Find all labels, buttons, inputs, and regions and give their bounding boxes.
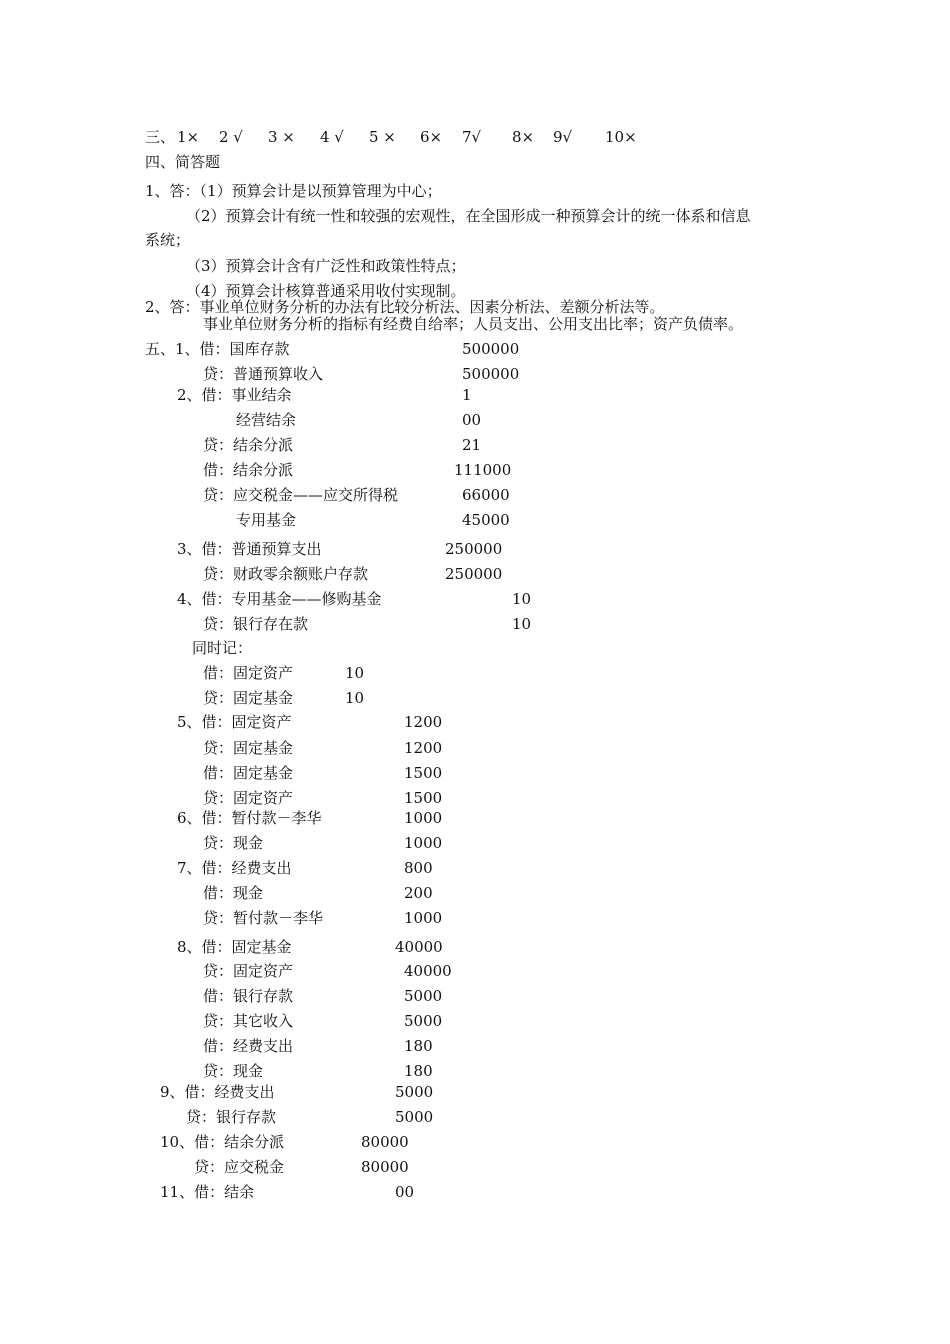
entry-amount: 200	[404, 884, 433, 902]
entry-amount: 1500	[404, 764, 443, 782]
answer1-line2: （2）预算会计有统一性和较强的宏观性，在全国形成一种预算会计的统一体系和信息	[186, 207, 751, 225]
judgment-item-1: 1×	[177, 128, 200, 146]
entry-text: 同时记：	[192, 639, 253, 657]
entry-amount: 80000	[361, 1133, 409, 1151]
entry-amount: 80000	[361, 1158, 409, 1176]
entry-text: 贷：暂付款－李华	[203, 909, 324, 927]
entry-text: 借：现金	[203, 884, 264, 902]
entry-amount: 1200	[404, 739, 443, 757]
entry-text: 贷：银行存款	[186, 1108, 277, 1126]
entry-text: 贷：财政零余额账户存款	[203, 565, 369, 583]
entry-text: 6、借：暂付款－李华	[177, 809, 322, 827]
judgment-item-7: 7√	[462, 128, 482, 146]
entry-text: 专用基金	[236, 511, 297, 529]
entry-text: 贷：现金	[203, 1062, 264, 1080]
judgment-item-9: 9√	[553, 128, 573, 146]
entry-text: 贷：银行存在款	[203, 615, 309, 633]
section4-title: 四、简答题	[145, 153, 221, 171]
entry-text: 贷：固定资产	[203, 789, 294, 807]
entry-amount: 500000	[462, 365, 520, 383]
entry-text: 贷：结余分派	[203, 436, 294, 454]
entry-text: 借：经费支出	[203, 1037, 294, 1055]
judgment-item-6: 6×	[420, 128, 443, 146]
entry-amount: 1000	[404, 834, 443, 852]
entry-text: 8、借：固定基金	[177, 938, 292, 956]
entry-text: 11、借：结余	[160, 1183, 255, 1201]
answer1-line3: （3）预算会计含有广泛性和政策性特点；	[186, 257, 466, 275]
entry-amount: 250000	[445, 565, 503, 583]
entry-amount: 500000	[462, 340, 520, 358]
entry-text: 贷：固定基金	[203, 689, 294, 707]
entry-amount: 180	[404, 1037, 433, 1055]
entry-amount: 40000	[404, 962, 452, 980]
answer1-line2-wrap: 系统；	[145, 231, 191, 249]
entry-text: 10、借：结余分派	[160, 1133, 285, 1151]
judgment-item-8: 8×	[512, 128, 535, 146]
judgment-item-10: 10×	[605, 128, 637, 146]
entry-amount: 250000	[445, 540, 503, 558]
entry-amount: 10	[512, 590, 532, 608]
entry-amount: 111000	[454, 461, 512, 479]
entry-text: 借：结余分派	[203, 461, 294, 479]
answer2-line1: 2、答：事业单位财务分析的办法有比较分析法、因素分析法、差额分析法等。	[145, 298, 665, 316]
entry-text: 贷：固定资产	[203, 962, 294, 980]
entry-amount: 1	[462, 386, 472, 404]
entry-amount: 5000	[404, 987, 443, 1005]
judgment-item-4: 4 √	[320, 128, 344, 146]
entry-amount: 5000	[404, 1012, 443, 1030]
answer1-line4: （4）预算会计核算普通采用收付实现制。	[186, 282, 466, 300]
entry-text: 2、借：事业结余	[177, 386, 292, 404]
entry-amount: 800	[404, 859, 433, 877]
entry-amount: 1000	[404, 809, 443, 827]
entry-text: 借：固定基金	[203, 764, 294, 782]
entry-text: 贷：现金	[203, 834, 264, 852]
entry-amount: 10	[512, 615, 532, 633]
answer2-line2: 事业单位财务分析的指标有经费自给率；人员支出、公用支出比率；资产负债率。	[203, 315, 744, 333]
entry-amount: 1500	[404, 789, 443, 807]
entry-text: 3、借：普通预算支出	[177, 540, 322, 558]
entry-amount: 45000	[462, 511, 510, 529]
answer1-line1: 1、答：（1）预算会计是以预算管理为中心；	[145, 182, 442, 200]
entry-text: 五、1、借：国库存款	[145, 340, 290, 358]
judgment-item-5: 5 ×	[369, 128, 396, 146]
entry-text: 贷：其它收入	[203, 1012, 294, 1030]
entry-text: 贷：应交税金	[194, 1158, 285, 1176]
entry-text: 7、借：经费支出	[177, 859, 292, 877]
entry-text: 贷：应交税金——应交所得税	[203, 486, 399, 504]
entry-text: 5、借：固定资产	[177, 713, 292, 731]
entry-text: 贷：普通预算收入	[203, 365, 324, 383]
section3-label: 三、	[145, 128, 176, 146]
entry-text: 经营结余	[236, 411, 297, 429]
entry-amount: 180	[404, 1062, 433, 1080]
judgment-item-2: 2 √	[219, 128, 243, 146]
entry-amount: 5000	[395, 1108, 434, 1126]
entry-amount: 1000	[404, 909, 443, 927]
entry-amount: 00	[462, 411, 482, 429]
entry-text: 贷：固定基金	[203, 739, 294, 757]
entry-text: 9、借：经费支出	[160, 1083, 275, 1101]
entry-amount: 10	[345, 689, 365, 707]
entry-amount: 21	[462, 436, 482, 454]
entry-text: 借：固定资产	[203, 664, 294, 682]
entry-amount: 66000	[462, 486, 510, 504]
judgment-item-3: 3 ×	[268, 128, 295, 146]
entry-amount: 1200	[404, 713, 443, 731]
entry-amount: 10	[345, 664, 365, 682]
entry-text: 借：银行存款	[203, 987, 294, 1005]
entry-amount: 5000	[395, 1083, 434, 1101]
entry-amount: 40000	[395, 938, 443, 956]
entry-amount: 00	[395, 1183, 415, 1201]
entry-text: 4、借：专用基金——修购基金	[177, 590, 382, 608]
